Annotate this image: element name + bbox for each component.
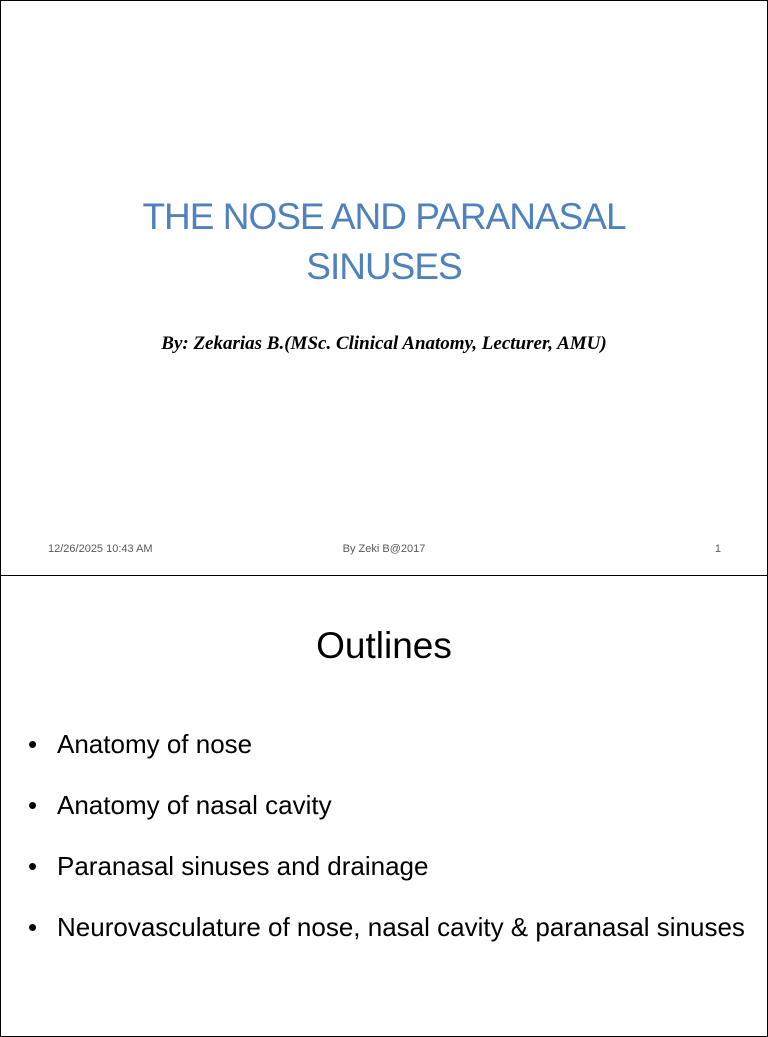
bullet-icon: • bbox=[28, 912, 38, 942]
footer-date: 12/26/2025 10:43 AM bbox=[48, 543, 153, 555]
slide-title bbox=[1, 192, 767, 292]
slide-title-line-2: SINUSES bbox=[306, 246, 462, 287]
list-item-text: Anatomy of nasal cavity bbox=[57, 790, 332, 820]
bullet-icon: • bbox=[28, 729, 38, 759]
footer-page-number: 1 bbox=[714, 543, 721, 555]
bullet-icon: • bbox=[28, 851, 38, 881]
list-item-text: Paranasal sinuses and drainage bbox=[57, 851, 429, 881]
author-byline: By: Zekarias B.(MSc. Clinical Anatomy, Lecturer, AMU) bbox=[161, 333, 607, 354]
list-item-text: Neurovasculature of nose, nasal cavity & paranasal sinuses bbox=[57, 912, 745, 942]
slide-2 bbox=[0, 575, 768, 1037]
bullet-icon: • bbox=[28, 790, 38, 820]
list-item-text: Anatomy of nose bbox=[57, 729, 253, 759]
footer-credit: By Zeki B@2017 bbox=[342, 543, 426, 555]
outlines-title: Outlines bbox=[316, 625, 452, 666]
slide-title-line-1: THE NOSE AND PARANASAL bbox=[142, 196, 626, 237]
